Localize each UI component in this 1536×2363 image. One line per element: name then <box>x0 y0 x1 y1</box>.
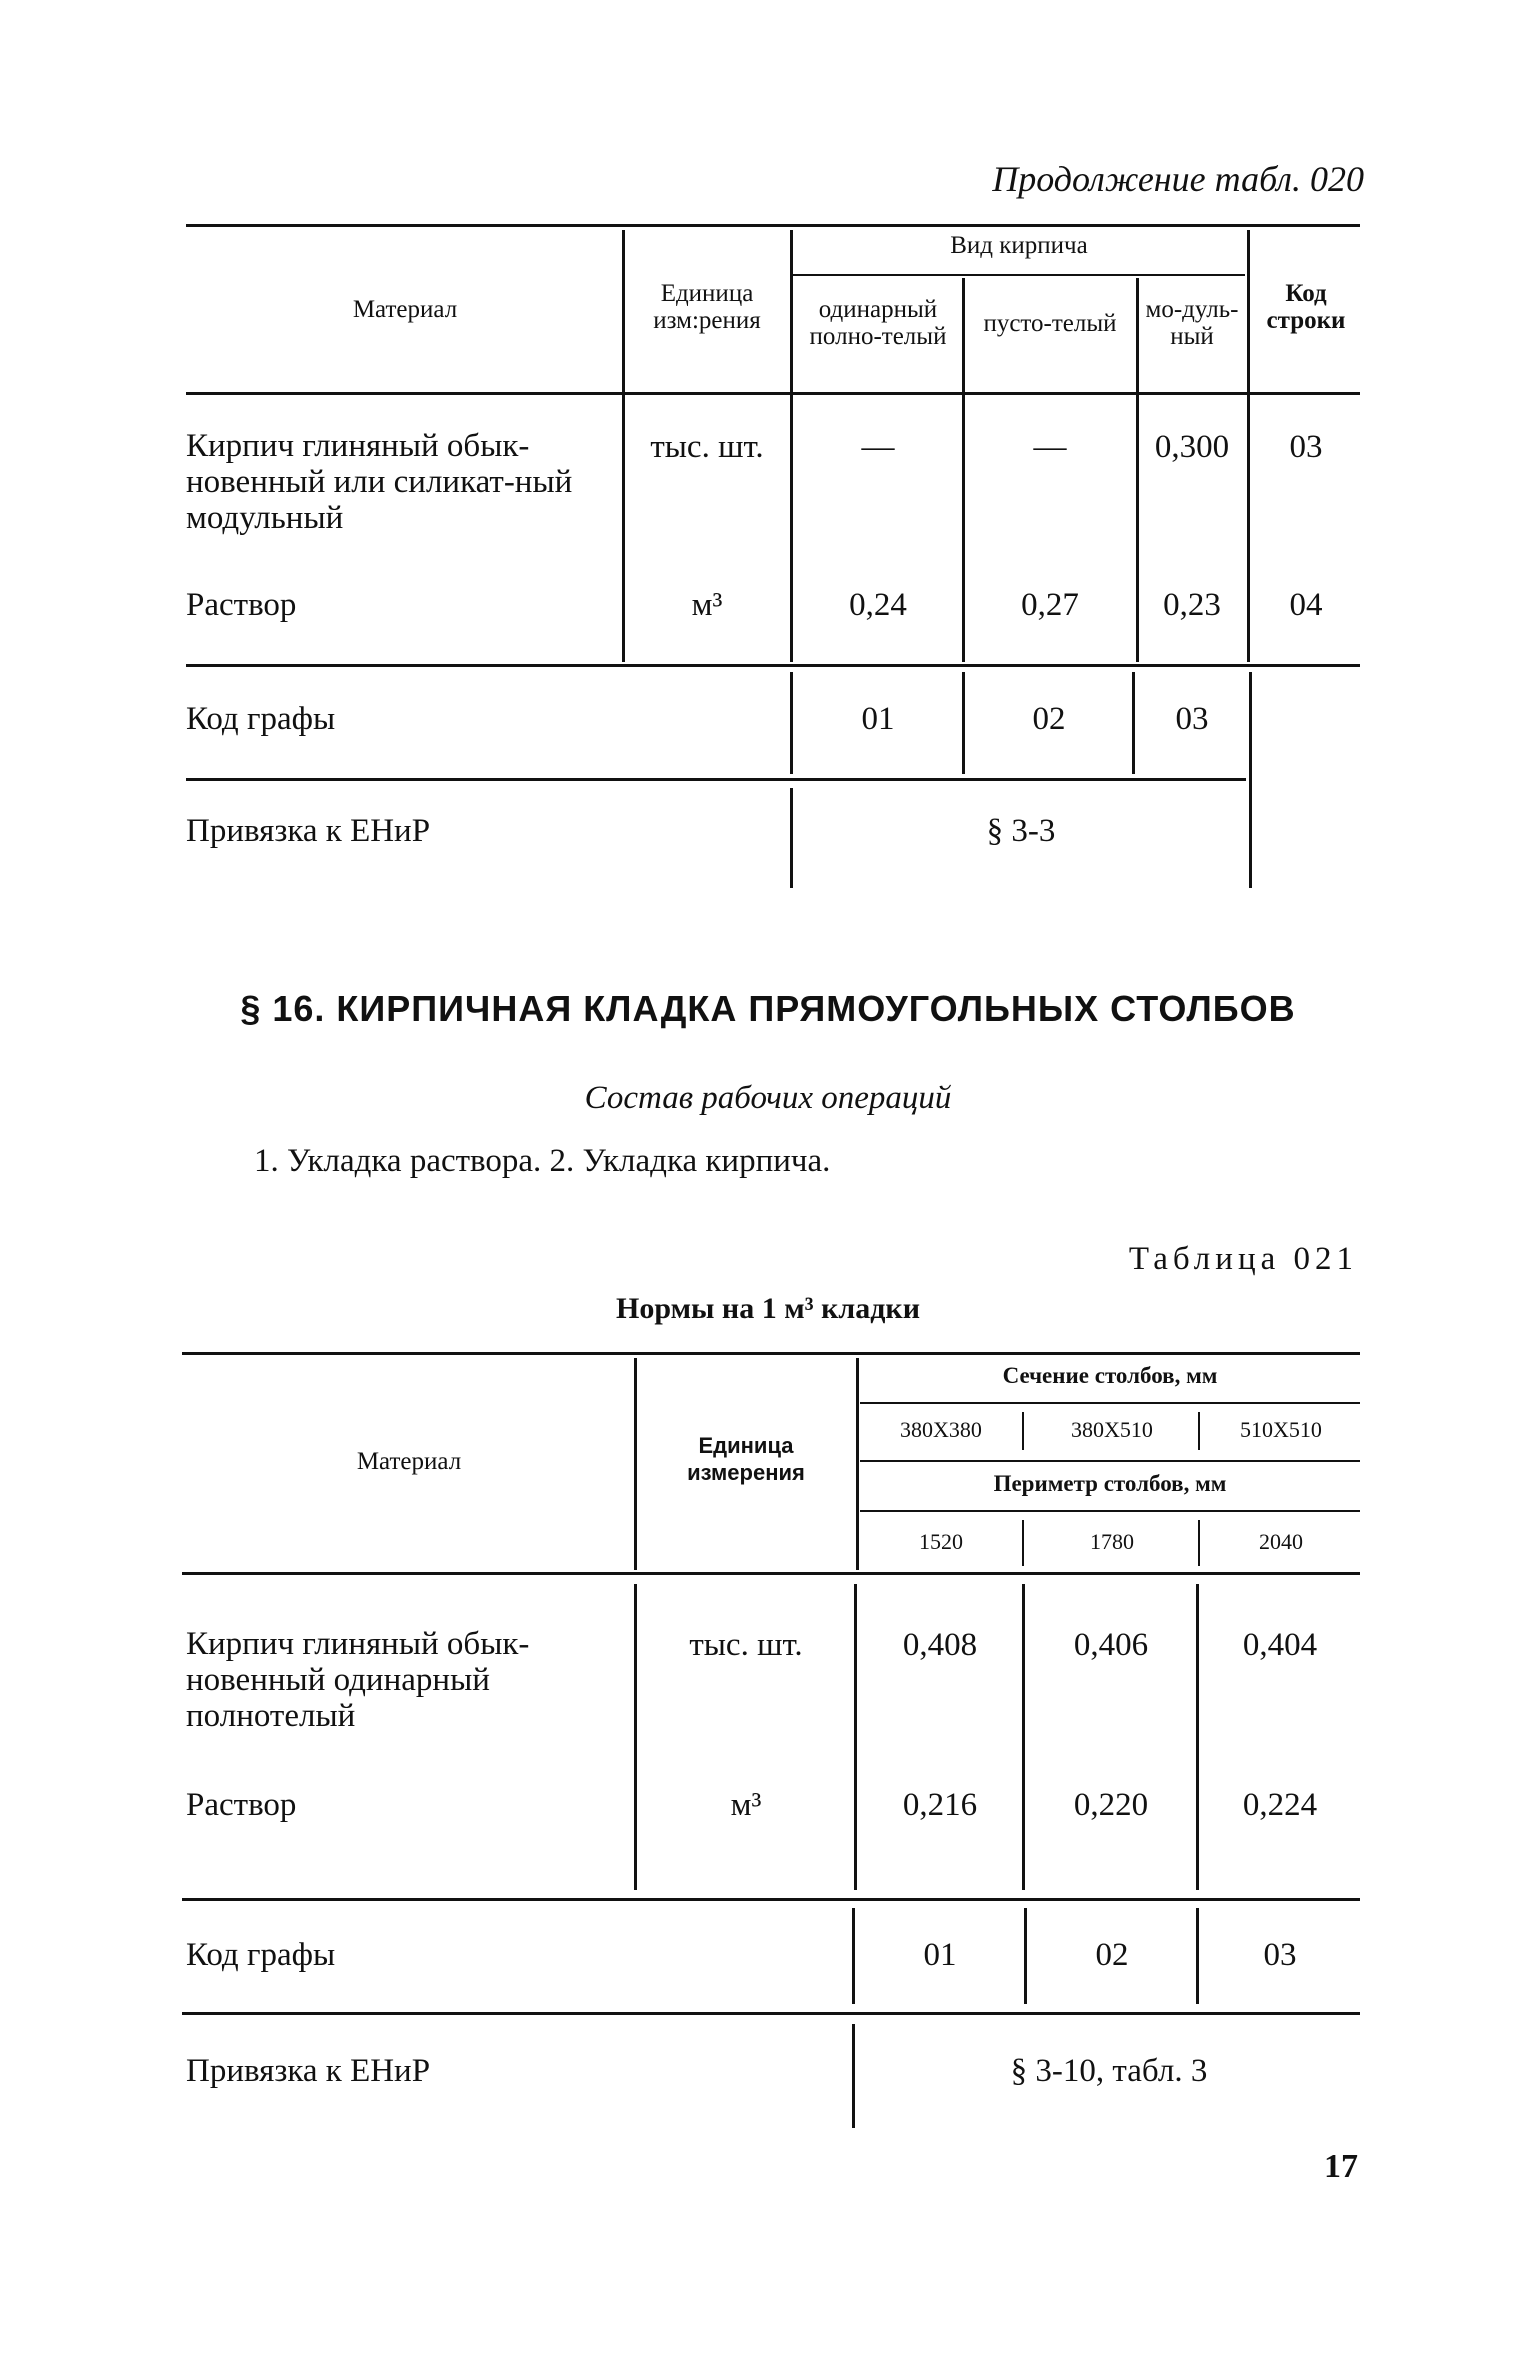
table-021-caption: Нормы на 1 м³ кладки <box>616 1292 920 1325</box>
graph-code-3: 03 <box>1175 701 1209 737</box>
graph-code-2: 02 <box>1032 701 1066 737</box>
col-header-hollow: пусто-телый <box>983 310 1117 337</box>
enir-ref-label: Привязка к ЕНиР <box>186 813 431 849</box>
ops-title: Состав рабочих операций <box>584 1080 952 1116</box>
row-material-mortar-021: Раствор <box>186 1787 297 1823</box>
row-unit-brick: тыс. шт. <box>650 429 764 465</box>
row-value-mortar-2: 0,27 <box>1021 587 1079 623</box>
col-header-section: Сечение столбов, мм <box>1002 1363 1218 1388</box>
ops-text: 1. Укладка раствора. 2. Укладка кирпича. <box>254 1143 831 1179</box>
row-value-brick-3: 0,300 <box>1154 429 1230 465</box>
enir-ref-value-021: § 3-10, табл. 3 <box>1010 2053 1208 2089</box>
row-material-mortar: Раствор <box>186 587 297 623</box>
col-header-unit: Единица изм:рения <box>653 280 761 334</box>
graph-code-label-021: Код графы <box>186 1937 336 1973</box>
section-title: § 16. КИРПИЧНАЯ КЛАДКА ПРЯМОУГОЛЬНЫХ СТОЛБОВ <box>240 988 1296 1029</box>
row-value-mortar-3: 0,23 <box>1163 587 1221 623</box>
col-header-row-code: Код строки <box>1266 280 1346 334</box>
continuation-label: Продолжение табл. 020 <box>992 159 1364 199</box>
row-code-brick: 03 <box>1289 429 1323 465</box>
row-unit-mortar-021: м³ <box>730 1787 762 1823</box>
table-021-label: Таблица 021 <box>1128 1241 1358 1277</box>
graph-code-021-2: 02 <box>1095 1937 1129 1973</box>
row-value-mortar-021-3: 0,224 <box>1242 1787 1318 1823</box>
col-header-material: Материал <box>352 296 458 323</box>
col-header-brick-type: Вид кирпича <box>950 232 1088 259</box>
col-header-solid: одинарный полно-телый <box>809 296 947 350</box>
perimeter-1780: 1780 <box>1090 1529 1134 1554</box>
perimeter-1520: 1520 <box>919 1529 963 1554</box>
row-unit-mortar: м³ <box>691 587 723 623</box>
col-header-unit-021: Единица измерения <box>687 1433 805 1485</box>
page-number: 17 <box>1324 2148 1358 2185</box>
col-header-modular: мо-дуль-ный <box>1145 296 1239 350</box>
row-value-brick-2: — <box>1033 429 1067 465</box>
row-value-mortar-021-1: 0,216 <box>902 1787 978 1823</box>
row-value-brick-021-2: 0,406 <box>1073 1627 1149 1663</box>
graph-code-021-3: 03 <box>1263 1937 1297 1973</box>
row-value-brick-021-3: 0,404 <box>1242 1627 1318 1663</box>
row-value-mortar-1: 0,24 <box>849 587 907 623</box>
enir-ref-label-021: Привязка к ЕНиР <box>186 2053 431 2089</box>
row-value-mortar-021-2: 0,220 <box>1073 1787 1149 1823</box>
enir-ref-value: § 3-3 <box>986 813 1056 849</box>
row-material-brick-021: Кирпич глиняный обык-новенный одинарный полнотелый <box>186 1626 530 1734</box>
perimeter-2040: 2040 <box>1259 1529 1303 1554</box>
row-code-mortar: 04 <box>1289 587 1323 623</box>
graph-code-1: 01 <box>861 701 895 737</box>
graph-code-label: Код графы <box>186 701 336 737</box>
col-header-material-021: Материал <box>356 1448 462 1475</box>
row-value-brick-1: — <box>861 429 895 465</box>
size-510x510: 510X510 <box>1240 1417 1322 1442</box>
size-380x510: 380X510 <box>1071 1417 1153 1442</box>
row-value-brick-021-1: 0,408 <box>902 1627 978 1663</box>
col-header-perimeter: Периметр столбов, мм <box>993 1471 1227 1496</box>
size-380x380: 380X380 <box>900 1417 982 1442</box>
row-unit-brick-021: тыс. шт. <box>689 1627 803 1663</box>
graph-code-021-1: 01 <box>923 1937 957 1973</box>
row-material-brick: Кирпич глиняный обык-новенный или силикат-ный модульный <box>186 428 573 536</box>
